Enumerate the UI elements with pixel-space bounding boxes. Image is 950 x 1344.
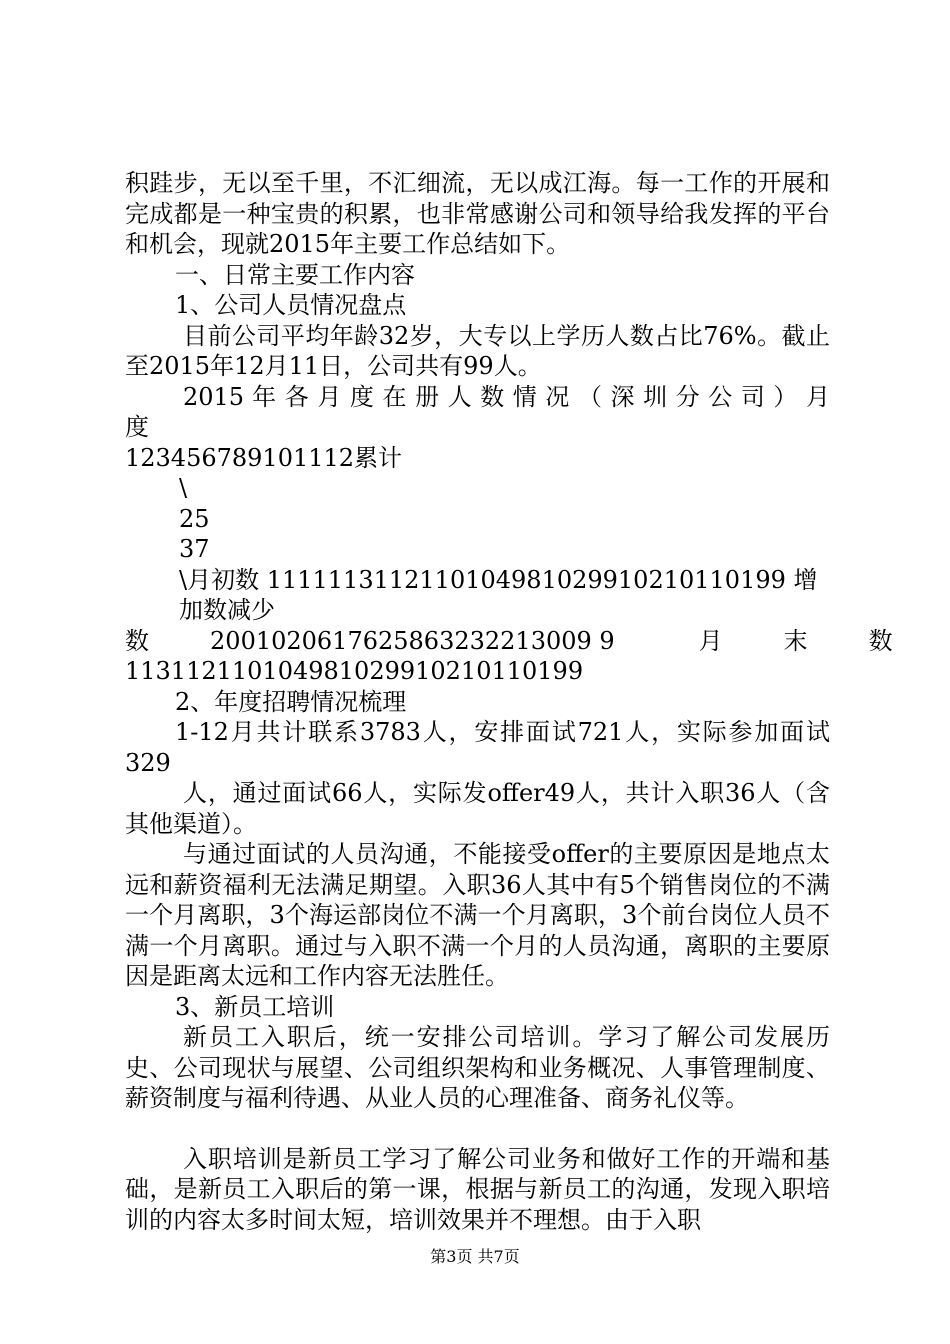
heading-subsection-2: 2、年度招聘情况梳理 bbox=[175, 687, 407, 716]
paragraph-value-25: 25 bbox=[179, 504, 210, 533]
document-body bbox=[125, 168, 893, 1235]
paragraph-staff-summary: 目前公司平均年龄32岁，大专以上学历人数占比76%。截止至2015年12月11日，公司共有99人。 bbox=[125, 321, 830, 380]
paragraph-value-37: 37 bbox=[179, 535, 210, 563]
heading-subsection-1: 1、公司人员情况盘点 bbox=[175, 291, 407, 319]
paragraph-backslash: \ bbox=[179, 474, 188, 502]
heading-section-1: 一、日常主要工作内容 bbox=[175, 260, 415, 289]
paragraph-training-evaluation: 入职培训是新员工学习了解公司业务和做好工作的开端和基础，是新员工入职后的第一课，根据与新员工的沟通，发现入职培训的内容太多时间太短，培训效果并不理想。由于入职 bbox=[125, 1144, 830, 1234]
page-footer: 第3页 共7页 bbox=[430, 1247, 520, 1266]
paragraph-monthly-table-title: 2015 年 各 月 度 在 册 人 数 情 况 （ 深 圳 分 公 司 ） 月 度 bbox=[125, 382, 830, 441]
paragraph-recruit-analysis: 与通过面试的人员沟通，不能接受offer的主要原因是地点太远和薪资福利无法满足期望。入职36人其中有5个销售岗位的不满一个月离职，3个海运部岗位不满一个月离职，3个前台岗位人员不满一个月离职。通过与入职不满一个月的人员沟通，离职的主要原因是距离太远和工作内容无法胜任。 bbox=[125, 840, 830, 990]
paragraph-intro: 积跬步，无以至千里，不汇细流，无以成江海。每一工作的开展和完成都是一种宝贵的积累，也非常感谢公司和领导给我发挥的平台和机会，现就2015年主要工作总结如下。 bbox=[125, 169, 830, 258]
paragraph-recruit-result: 人，通过面试66人，实际发offer49人，共计入职36人（含其他渠道）。 bbox=[125, 779, 830, 838]
paragraph-monthly-table-months: 123456789101112累计 bbox=[125, 443, 403, 472]
heading-subsection-3: 3、新员工培训 bbox=[175, 992, 335, 1021]
paragraph-change-counts: 数 2001020617625863232213009 9 月 末 数 bbox=[125, 626, 893, 655]
paragraph-month-start-count: \月初数 1111113112110104981029910210110199 增加数减少 bbox=[179, 565, 818, 624]
paragraph-month-end-count: 113112110104981029910210110199 bbox=[125, 657, 584, 685]
paragraph-training-content: 新员工入职后，统一安排公司培训。学习了解公司发展历史、公司现状与展望、公司组织架构和业务概况、人事管理制度、薪资制度与福利待遇、从业人员的心理准备、商务礼仪等。 bbox=[125, 1023, 830, 1112]
paragraph-recruit-stats: 1-12月共计联系3783人，安排面试721人，实际参加面试329 bbox=[125, 718, 830, 777]
